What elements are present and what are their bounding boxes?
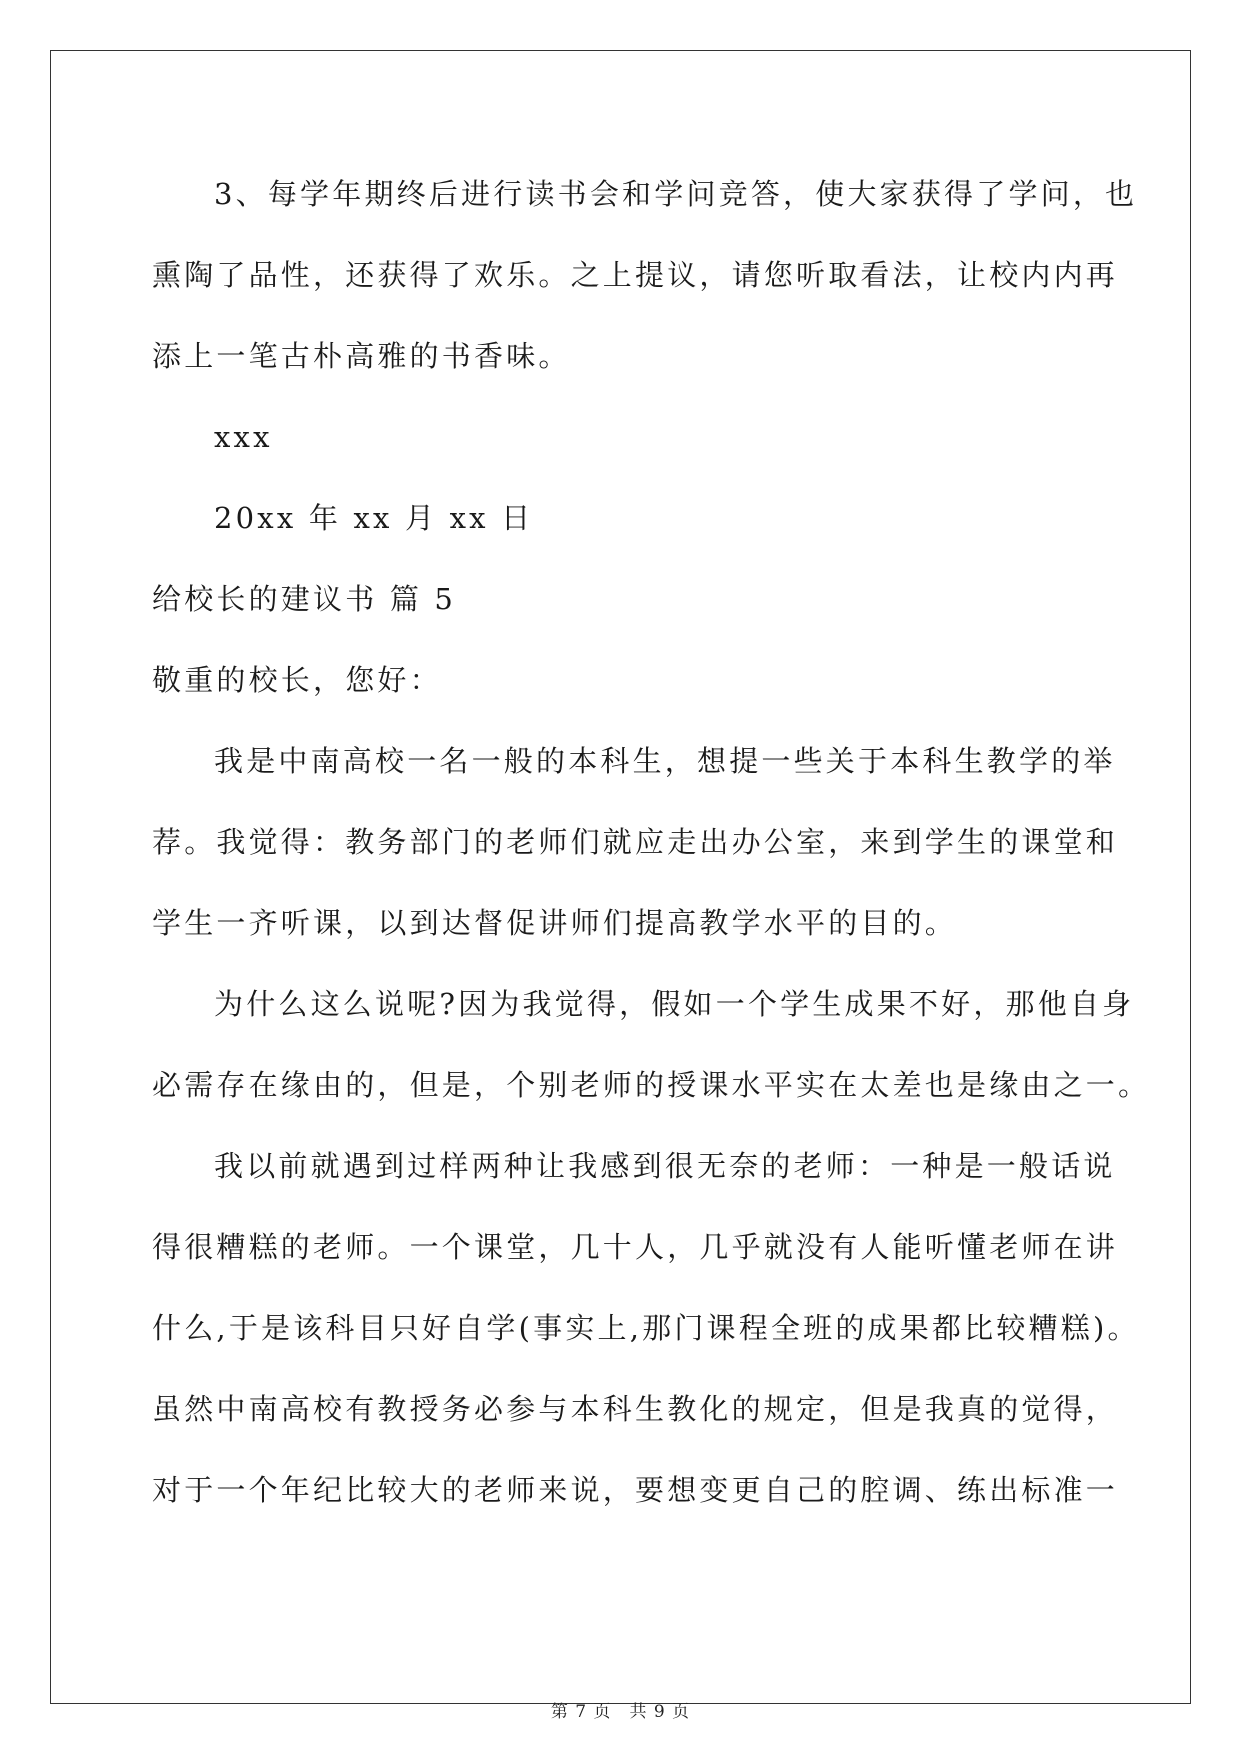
text-line-8: 我是中南高校一名一般的本科生，想提一些关于本科生教学的举 bbox=[214, 744, 1116, 778]
page-footer bbox=[0, 1697, 1241, 1722]
text-line-3: 添上一笔古朴高雅的书香味。 bbox=[152, 339, 571, 373]
signature-date: 20xx 年 xx 月 xx 日 bbox=[214, 501, 534, 535]
page-number-total: 共 9 页 bbox=[629, 1702, 691, 1722]
salutation: 敬重的校长，您好： bbox=[152, 663, 442, 697]
text-line-12: 必需存在缘由的，但是，个别老师的授课水平实在太差也是缘由之一。 bbox=[152, 1068, 1151, 1102]
signature-name: xxx bbox=[214, 420, 273, 454]
text-line-10: 学生一齐听课，以到达督促讲师们提高教学水平的目的。 bbox=[152, 906, 958, 940]
text-line-16: 虽然中南高校有教授务必参与本科生教化的规定，但是我真的觉得， bbox=[152, 1392, 1119, 1426]
text-line-17: 对于一个年纪比较大的老师来说，要想变更自己的腔调、练出标准一 bbox=[152, 1473, 1119, 1507]
text-line-13: 我以前就遇到过样两种让我感到很无奈的老师：一种是一般话说 bbox=[214, 1149, 1116, 1183]
text-line-2: 熏陶了品性，还获得了欢乐。之上提议，请您听取看法，让校内内再 bbox=[152, 258, 1119, 292]
text-line-9: 荐。我觉得：教务部门的老师们就应走出办公室，来到学生的课堂和 bbox=[152, 825, 1119, 859]
section-heading: 给校长的建议书 篇 5 bbox=[152, 582, 457, 616]
text-line-11: 为什么这么说呢?因为我觉得，假如一个学生成果不好，那他自身 bbox=[214, 987, 1135, 1021]
text-line-15: 什么,于是该科目只好自学(事实上,那门课程全班的成果都比较糟糕)。 bbox=[152, 1311, 1140, 1345]
text-line-1: 3、每学年期终后进行读书会和学问竞答，使大家获得了学问，也 bbox=[214, 177, 1138, 211]
page-number-current: 第 7 页 bbox=[550, 1702, 612, 1722]
text-line-14: 得很糟糕的老师。一个课堂，几十人，几乎就没有人能听懂老师在讲 bbox=[152, 1230, 1119, 1264]
document-body bbox=[152, 165, 1151, 1542]
